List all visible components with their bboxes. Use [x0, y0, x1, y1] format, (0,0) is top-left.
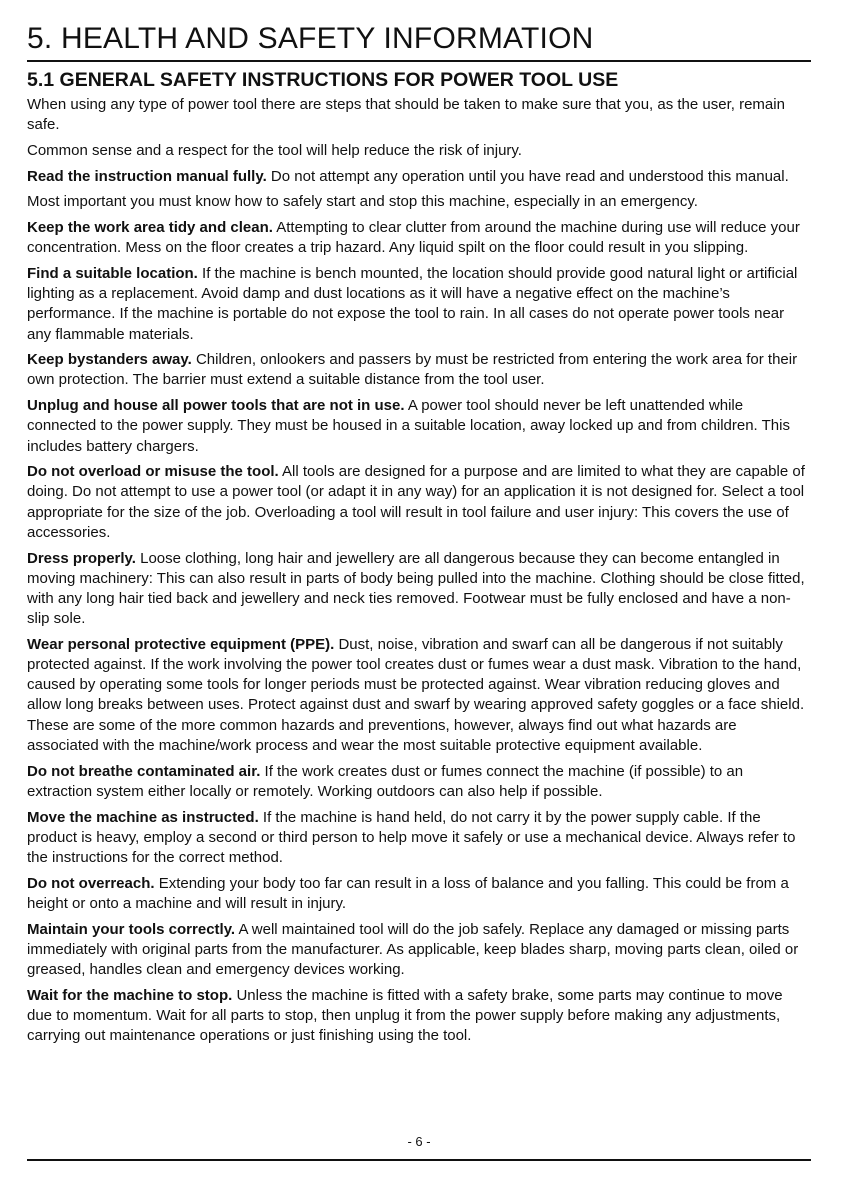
paragraph-text: Children, onlookers and passers by must be restricted from entering the work area for their own protection. The barrier must extend a suitable distance from the tool user.: [27, 351, 798, 389]
paragraph: [27, 462, 811, 543]
paragraph-text: If the machine is hand held, do not carry it by the power supply cable. If the product is heavy, employ a second or third person to help move it safely or use a mechanical device. Always refer to the instructions for the correct method.: [27, 808, 796, 866]
paragraph: [27, 264, 811, 345]
paragraph-text: All tools are designed for a purpose and are limited to what they are capable of doing. Do not attempt to use a power tool (or adapt it in any way) for an application it is not designed for. Select a tool appropriate for the size of the job. Overloading a tool will result in tool failure and user injury: This covers the use of accessories.: [27, 463, 805, 541]
paragraph-text: Loose clothing, long hair and jewellery are all dangerous because they can become entangled in moving machinery: This can also result in parts of body being pulled into the machine. Clothing should be close fitted, with any long hair tied back and jewellery and neck ties removed. Footwear must be fully enclosed and have a non-slip sole.: [27, 549, 805, 628]
paragraph: [27, 986, 811, 1047]
paragraph-text: A power tool should never be left unattended while connected to the power supply. They must be housed in a suitable location, away locked up and from children. This includes battery chargers.: [27, 397, 790, 455]
paragraph-lead: Do not breathe contaminated air.: [27, 762, 261, 780]
paragraph-text: Unless the machine is fitted with a safety brake, some parts may continue to move due to momentum. Wait for all parts to stop, then unplug it from the power supply before making any adjustments, carrying out maintenance operations or just finishing using the tool.: [27, 986, 783, 1045]
paragraph-text: A well maintained tool will do the job safely. Replace any damaged or missing parts immediately with original parts from the manufacturer. As applicable, keep blades sharp, moving parts clean, oiled or greased, handles clean and emergency devices working.: [27, 920, 799, 978]
paragraph-lead: Keep bystanders away.: [27, 351, 192, 369]
paragraph: [27, 192, 811, 212]
page-number: - 6 -: [407, 1134, 431, 1149]
paragraph-text: If the machine is bench mounted, the location should provide good natural light or artificial lighting as a replacement. Avoid damp and dust locations as it will have a negative effect on the machine’s performance. If the machine is portable do not expose the tool to rain. In all cases do not operate power tools near any flammable materials.: [27, 264, 798, 343]
paragraph: [27, 167, 811, 187]
paragraph-text: When using any type of power tool there are steps that should be taken to make sure that you, as the user, remain safe.: [27, 96, 785, 134]
paragraph-lead: Do not overload or misuse the tool.: [27, 463, 279, 481]
manual-page: [27, 0, 811, 1192]
paragraph-lead: Keep the work area tidy and clean.: [27, 219, 273, 237]
paragraph-text: Most important you must know how to safely start and stop this machine, especially in an emergency.: [27, 193, 698, 211]
paragraph-lead: Dress properly.: [27, 549, 136, 567]
paragraph-lead: Unplug and house all power tools that are not in use.: [27, 397, 405, 415]
paragraph-lead: Do not overreach.: [27, 874, 155, 892]
paragraph-lead: Move the machine as instructed.: [27, 808, 259, 826]
title-divider: [27, 60, 811, 62]
paragraph: [27, 95, 811, 135]
paragraph-text: Common sense and a respect for the tool will help reduce the risk of injury.: [27, 141, 522, 159]
paragraph-text: If the work creates dust or fumes connect the machine (if possible) to an extraction system either locally or remotely. Working outdoors can also help if possible.: [27, 762, 744, 800]
subsection-title: 5.1 GENERAL SAFETY INSTRUCTIONS FOR POWER TOOL USE: [27, 69, 619, 91]
paragraph: [27, 141, 811, 161]
paragraph: [27, 874, 811, 914]
paragraph: [27, 808, 811, 869]
footer-divider: [27, 1159, 811, 1161]
paragraph-text: Dust, noise, vibration and swarf can all be dangerous if not suitably protected against. If the work involving the power tool creates dust or fumes wear a dust mask. Vibration to the hand, caused by operating some tools for longer periods must be protected against. Wear vibration reducing gloves and allow long breaks between uses. Protect against dust and swarf by wearing approved safety goggles or a face shield. These are some of the more common hazards and preventions, however, always find out what hazards are associated with the machine/work process and wear the most suitable protective equipment available.: [27, 635, 805, 754]
paragraph-text: Attempting to clear clutter from around the machine during use will reduce your concentration. Mess on the floor creates a trip hazard. Any liquid spilt on the floor could result in you slipping.: [27, 219, 800, 257]
paragraph: [27, 920, 811, 981]
paragraph: [27, 396, 811, 457]
paragraph: [27, 549, 811, 630]
paragraph: [27, 635, 811, 756]
paragraph-text: Extending your body too far can result in a loss of balance and you falling. This could be from a height or onto a machine and will result in injury.: [27, 874, 789, 912]
paragraph-lead: Maintain your tools correctly.: [27, 920, 236, 938]
paragraph-text: Do not attempt any operation until you have read and understood this manual.: [266, 167, 789, 185]
paragraph-lead: Wear personal protective equipment (PPE).: [27, 635, 335, 653]
paragraph-lead: Find a suitable location.: [27, 264, 198, 282]
paragraph-lead: Wait for the machine to stop.: [27, 986, 233, 1004]
safety-instructions: [27, 95, 811, 1052]
paragraph-lead: Read the instruction manual fully.: [27, 167, 267, 185]
section-title: 5. HEALTH AND SAFETY INFORMATION: [27, 22, 594, 55]
paragraph: [27, 350, 811, 390]
paragraph: [27, 218, 811, 258]
paragraph: [27, 762, 811, 802]
